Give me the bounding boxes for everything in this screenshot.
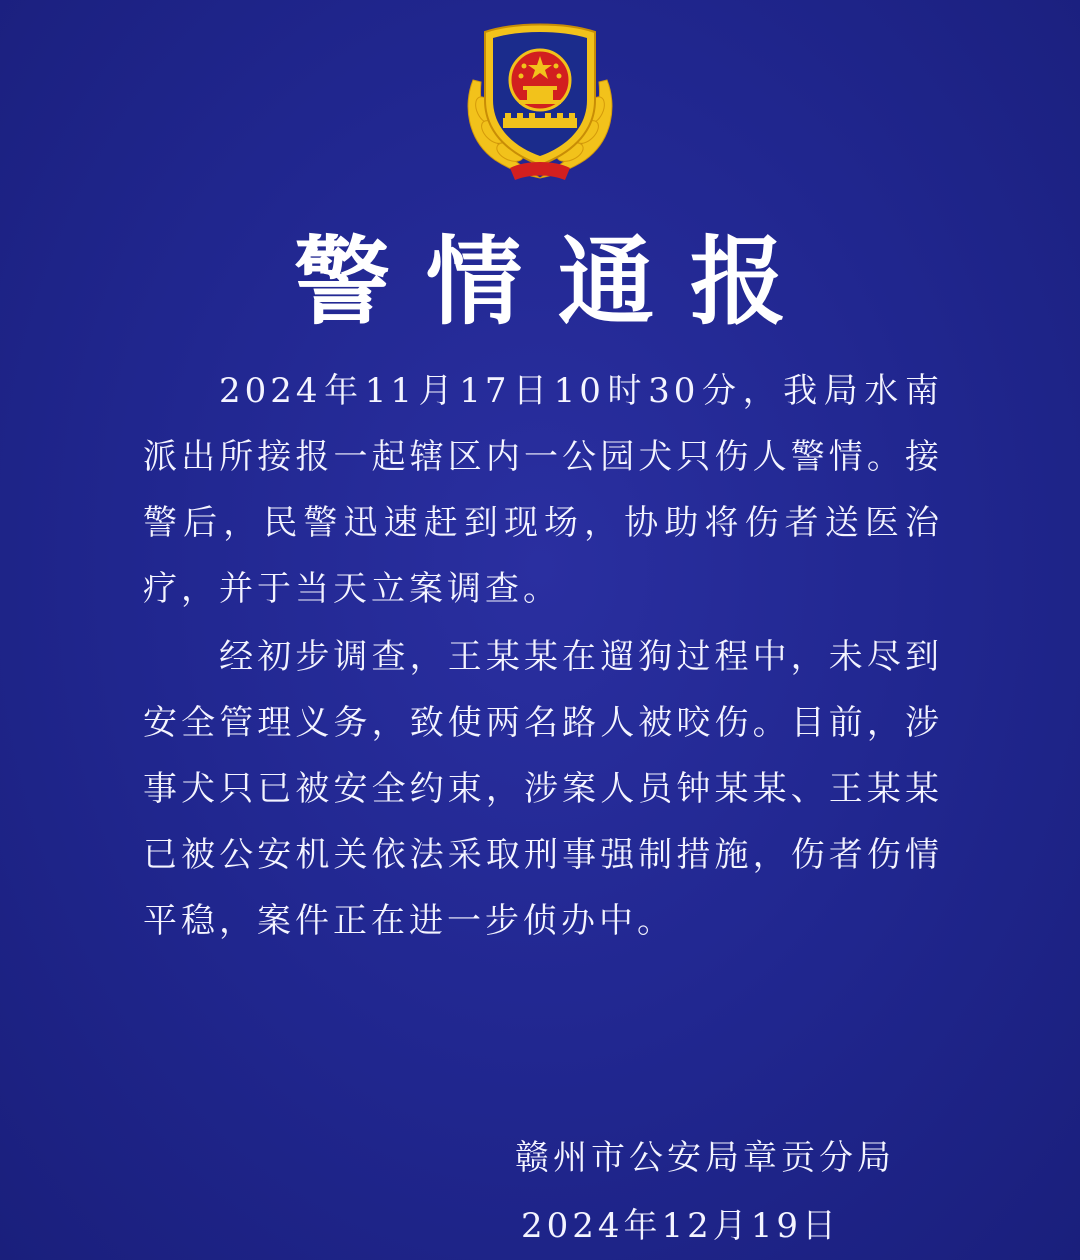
signature-date: 2024年12月19日	[520, 1206, 840, 1246]
signature-organization: 赣州市公安局章贡分局	[515, 1138, 895, 1178]
paragraph-2-text: 经初步调查，王某某在遛狗过程中，未尽到安全管理义务，致使两名路人被咬伤。目前，涉事犬只已被安全约束，涉案人员钟某某、王某某已被公安机关依法采取刑事强制措施，伤者伤情平稳，案件正在进一步侦办中。	[143, 637, 943, 941]
paragraph-2	[143, 624, 943, 954]
paragraph-1	[143, 358, 943, 622]
page-title: 警情通报	[294, 226, 822, 338]
police-emblem-icon	[455, 10, 625, 188]
paragraph-1-text: 2024年11月17日10时30分，我局水南派出所接报一起辖区内一公园犬只伤人警情。接警后，民警迅速赶到现场，协助将伤者送医治疗，并于当天立案调查。	[143, 371, 943, 609]
